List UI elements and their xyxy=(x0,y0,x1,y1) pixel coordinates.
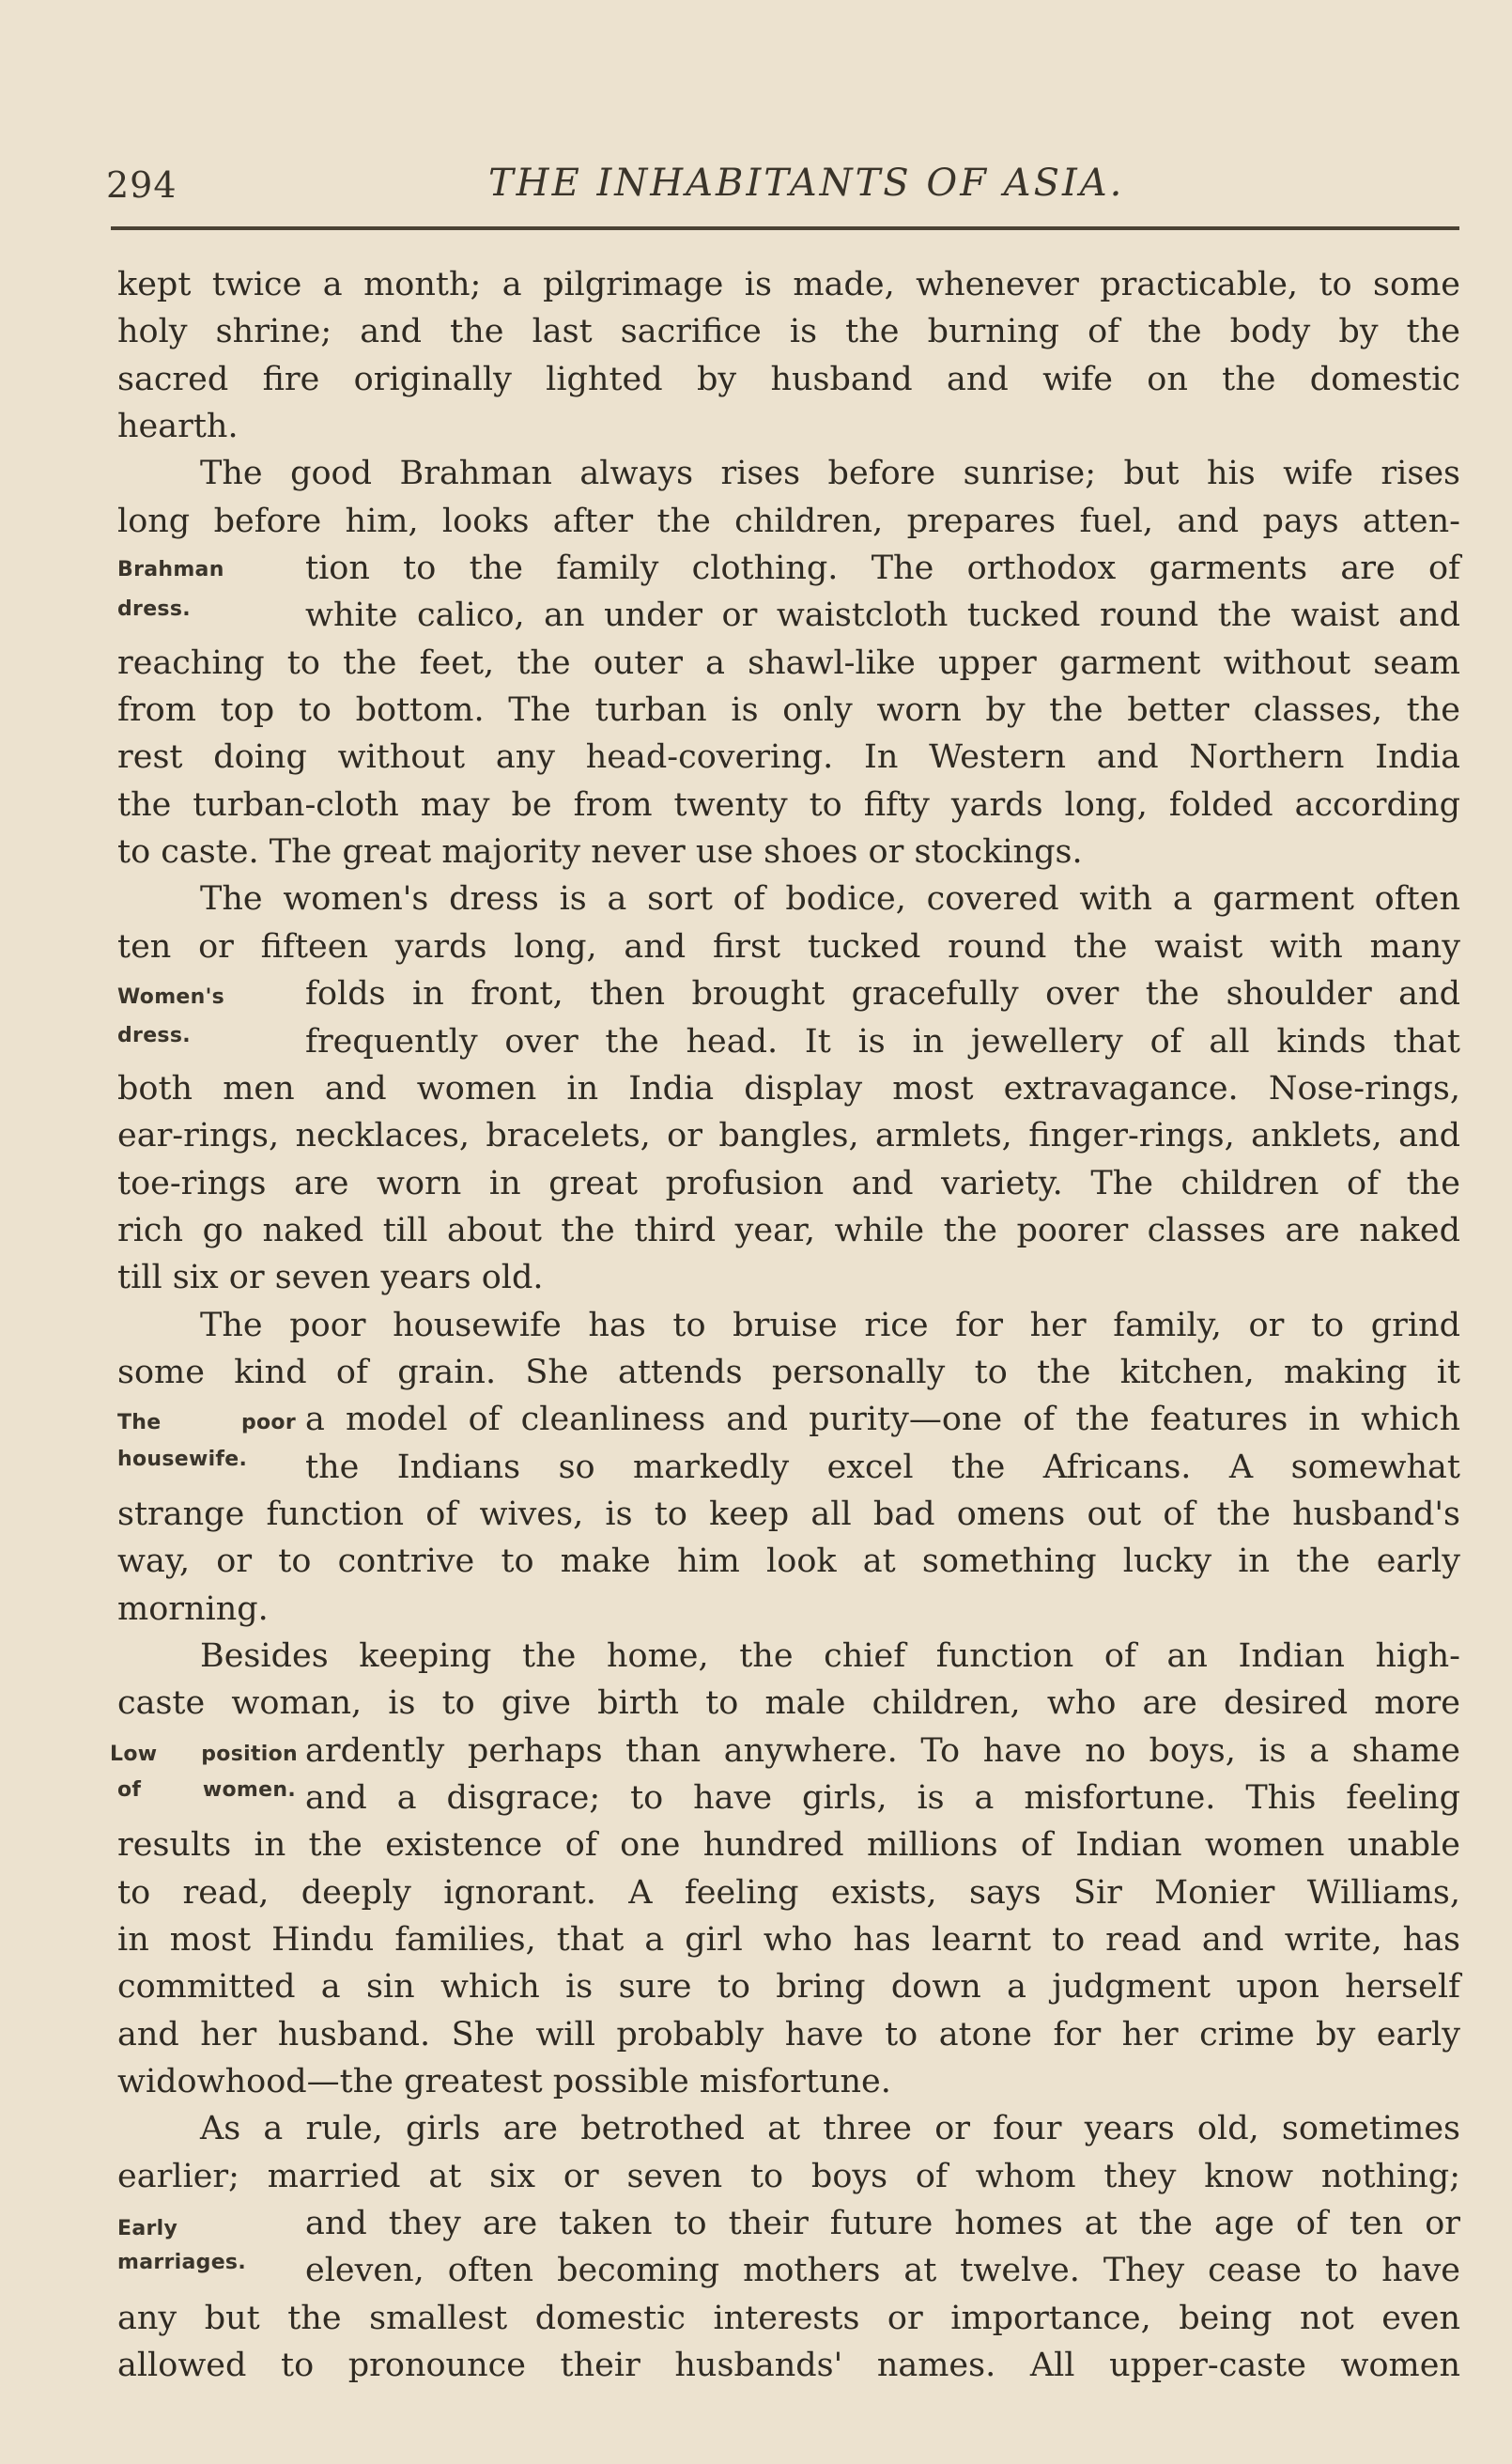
page-number: 294 xyxy=(106,164,177,206)
text-line-content: frequently over the head. It is in jewellery of all kinds that xyxy=(305,1022,1460,1061)
text-line: toe-rings are worn in great profusion and variety. The children of the xyxy=(117,1164,1460,1202)
text-line xyxy=(117,1396,1460,1443)
text-line: results in the existence of one hundred millions of Indian women unable xyxy=(117,1826,1460,1865)
text-line: caste woman, is to give birth to male children, who are desired more xyxy=(117,1684,1460,1723)
text-line: reaching to the feet, the outer a shawl-like upper garment without seam xyxy=(117,643,1460,682)
margin-note-early-marriages-line2: marriages. xyxy=(117,2251,246,2275)
text-line-content: folds in front, then brought gracefully over the shoulder and xyxy=(305,975,1460,1014)
text-line xyxy=(117,545,1460,592)
text-line: The good Brahman always rises before sunrise; but his wife rises xyxy=(200,455,1460,493)
text-line: the turban-cloth may be from twenty to fifty yards long, folded according xyxy=(117,785,1460,824)
text-line: sacred fire originally lighted by husband and wife on the domestic xyxy=(117,360,1460,398)
text-line-content: a model of cleanliness and purity—one of the features in which xyxy=(305,1401,1460,1439)
text-line: strange function of wives, is to keep all bad omens out of the husband's xyxy=(117,1495,1460,1533)
text-line: Besides keeping the home, the chief function of an Indian high- xyxy=(200,1636,1460,1675)
text-line: ear-rings, necklaces, bracelets, or bangles, armlets, finger-rings, anklets, and xyxy=(117,1117,1460,1155)
text-line-content: and a disgrace; to have girls, is a misfortune. This feeling xyxy=(305,1779,1460,1817)
text-line-content: tion to the family clothing. The orthodox garments are of xyxy=(305,550,1460,588)
margin-note-womens-dress-line1: Women's xyxy=(117,985,225,1010)
margin-note-poor-housewife-line1: The poor xyxy=(117,1411,296,1435)
text-line: to caste. The great majority never use shoes or stockings. xyxy=(117,833,1083,872)
text-line: some kind of grain. She attends personally to the kitchen, making it xyxy=(117,1353,1460,1391)
text-line: to read, deeply ignorant. A feeling exists, says Sir Monier Williams, xyxy=(117,1873,1460,1912)
margin-note-brahman-dress-line1: Brahman xyxy=(117,558,224,582)
margin-note-low-position-line1: Low position xyxy=(110,1742,298,1766)
text-line: long before him, looks after the children, prepares fuel, and pays atten- xyxy=(117,502,1460,540)
text-line xyxy=(117,1444,1460,1491)
text-line-content: eleven, often becoming mothers at twelve. They cease to have xyxy=(305,2252,1460,2290)
text-line xyxy=(110,1728,1460,1774)
margin-note-brahman-dress-line2: dress. xyxy=(117,597,191,622)
header-rule xyxy=(111,226,1459,230)
text-line xyxy=(117,2200,1460,2247)
text-line: holy shrine; and the last sacrifice is the burning of the body by the xyxy=(117,313,1460,351)
text-line xyxy=(117,1018,1460,1065)
running-title: THE INHABITANTS OF ASIA. xyxy=(488,162,1125,205)
text-line xyxy=(117,970,1460,1017)
text-line: widowhood—the greatest possible misfortune. xyxy=(117,2063,891,2101)
text-line: hearth. xyxy=(117,408,239,446)
text-line: both men and women in India display most extravagance. Nose-rings, xyxy=(117,1069,1460,1108)
text-line xyxy=(117,592,1460,639)
text-line-content: ardently perhaps than anywhere. To have no boys, is a shame xyxy=(305,1731,1460,1770)
text-line: The poor housewife has to bruise rice for her family, or to grind xyxy=(200,1306,1460,1344)
text-line-content: the Indians so markedly excel the Africans. A somewhat xyxy=(305,1448,1460,1486)
text-line: ten or fifteen yards long, and first tucked round the waist with many xyxy=(117,927,1460,966)
margin-note-early-marriages-line1: Early xyxy=(117,2217,178,2241)
text-line-content: white calico, an under or waistcloth tucked round the waist and xyxy=(305,597,1460,635)
text-line: in most Hindu families, that a girl who has learnt to read and write, has xyxy=(117,1921,1460,1960)
text-line: kept twice a month; a pilgrimage is made, whenever practicable, to some xyxy=(117,266,1460,303)
text-line xyxy=(117,2247,1460,2294)
text-line: As a rule, girls are betrothed at three or four years old, sometimes xyxy=(200,2110,1460,2148)
body-text xyxy=(110,261,1460,2389)
text-line-content: and they are taken to their future homes at the age of ten or xyxy=(305,2205,1460,2243)
text-line: The women's dress is a sort of bodice, covered with a garment often xyxy=(200,880,1460,919)
text-line: any but the smallest domestic interests or importance, being not even xyxy=(117,2299,1460,2337)
margin-note-poor-housewife-line2: housewife. xyxy=(117,1447,248,1471)
text-line: and her husband. She will probably have to atone for her crime by early xyxy=(117,2015,1460,2053)
text-line: allowed to pronounce their husbands' names. All upper-caste women xyxy=(117,2347,1460,2385)
margin-note-low-position-line2: of women. xyxy=(117,1778,296,1802)
margin-note-womens-dress-line2: dress. xyxy=(117,1023,191,1047)
text-line: from top to bottom. The turban is only worn by the better classes, the xyxy=(117,691,1460,730)
text-line: way, or to contrive to make him look at something lucky in the early xyxy=(117,1542,1460,1581)
text-line: till six or seven years old. xyxy=(117,1259,544,1297)
text-line xyxy=(117,1774,1460,1821)
text-line: rest doing without any head-covering. In Western and Northern India xyxy=(117,738,1460,777)
text-line: earlier; married at six or seven to boys of whom they know nothing; xyxy=(117,2157,1460,2195)
text-line: rich go naked till about the third year, while the poorer classes are naked xyxy=(117,1211,1460,1249)
text-line: morning. xyxy=(117,1589,269,1628)
text-line: committed a sin which is sure to bring down a judgment upon herself xyxy=(117,1968,1460,2007)
